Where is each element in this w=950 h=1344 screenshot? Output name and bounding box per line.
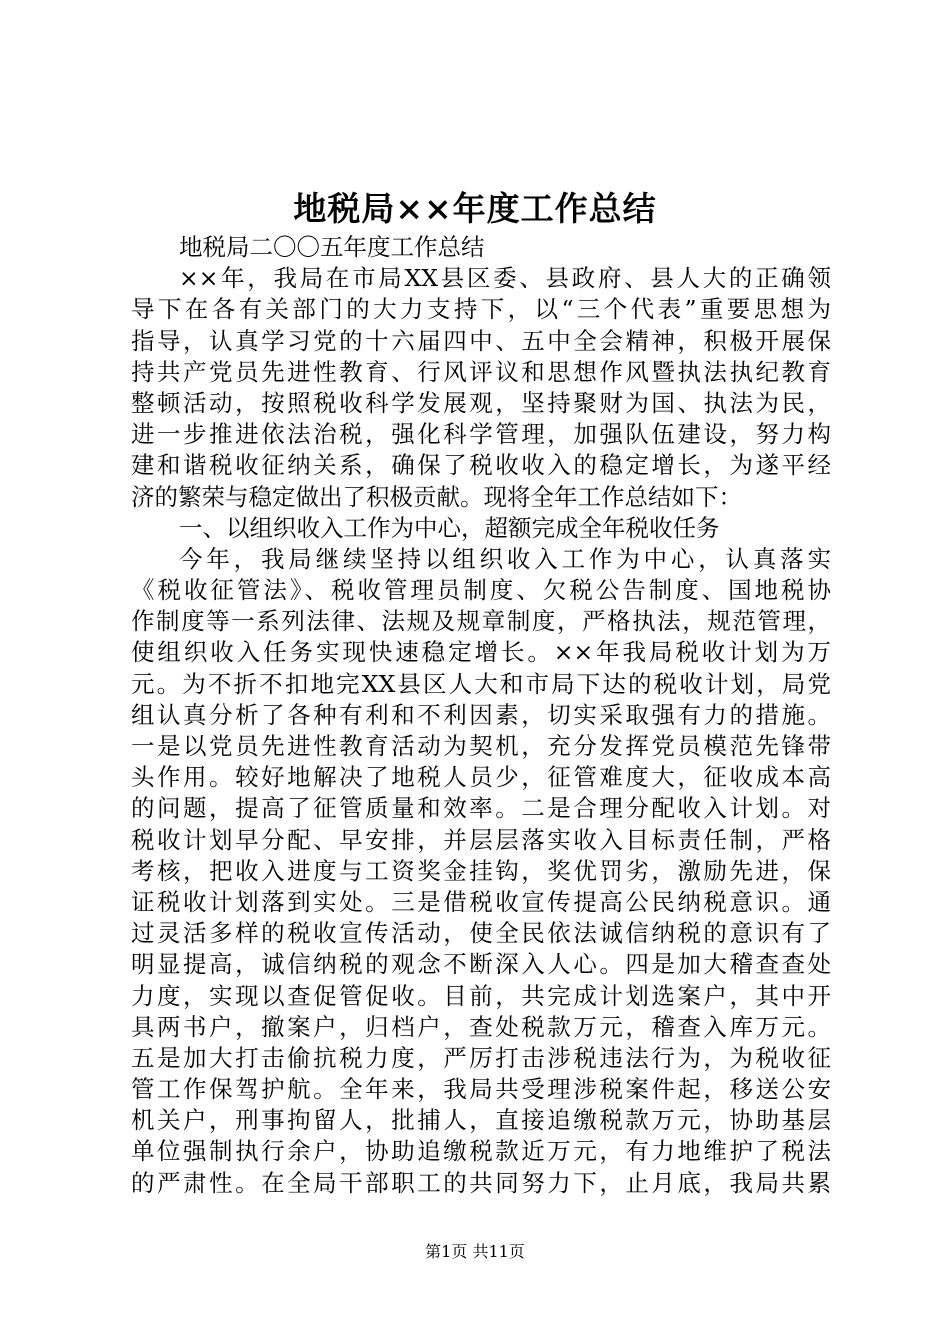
paragraph-line: 进一步推进依法治税，强化科学管理，加强队伍建设，努力构 — [131, 420, 831, 449]
paragraph-line: 头作用。较好地解决了地税人员少，征管难度大，征收成本高 — [131, 763, 831, 792]
paragraph-line: 管工作保驾护航。全年来，我局共受理涉税案件起，移送公安 — [131, 1075, 831, 1104]
paragraph-line: 一是以党员先进性教育活动为契机，充分发挥党员模范先锋带 — [131, 732, 831, 760]
paragraph-line: 建和谐税收征纳关系，确保了税收收入的稳定增长，为遂平经 — [131, 451, 831, 480]
paragraph-line: 五是加大打击偷抗税力度，严厉打击涉税违法行为，为税收征 — [131, 1043, 831, 1072]
paragraph-line: 证税收计划落到实处。三是借税收宣传提高公民纳税意识。通 — [131, 887, 831, 916]
paragraph-line: 组认真分析了各种有利和不利因素，切实采取强有力的措施。 — [131, 700, 831, 729]
paragraph-line: 力度，实现以查促管促收。目前，共完成计划选案户，其中开 — [131, 981, 831, 1010]
paragraph-line: 的严肃性。在全局干部职工的共同努力下，止月底，我局共累 — [131, 1168, 831, 1197]
paragraph-line: 明显提高，诚信纳税的观念不断深入人心。四是加大稽查查处 — [131, 950, 831, 979]
paragraph-line: 税收计划早分配、早安排，并层层落实收入目标责任制，严格 — [131, 825, 831, 854]
paragraph-line: 单位强制执行余户，协助追缴税款近万元，有力地维护了税法 — [131, 1137, 831, 1166]
document-title: 地税局××年度工作总结 — [293, 189, 657, 228]
paragraph-line: 指导，认真学习党的十六届四中、五中全会精神，积极开展保 — [131, 326, 831, 355]
paragraph-line: 使组织收入任务实现快速稳定增长。××年我局税收计划为万 — [131, 638, 831, 667]
paragraph-line: 具两书户，撤案户，归档户，查处税款万元，稽查入库万元。 — [131, 1012, 831, 1041]
paragraph-line: 考核，把收入进度与工资奖金挂钩，奖优罚劣，激励先进，保 — [131, 856, 831, 885]
paragraph-line: 济的繁荣与稳定做出了积极贡献。现将全年工作总结如下： — [131, 482, 742, 511]
paragraph-line: 的问题，提高了征管质量和效率。二是合理分配收入计划。对 — [131, 794, 831, 823]
section-heading: 一、以组织收入工作为中心，超额完成全年税收任务 — [179, 513, 720, 542]
paragraph-line: 导下在各有关部门的大力支持下，以“三个代表”重要思想为 — [131, 295, 831, 324]
paragraph-line: 持共产党员先进性教育、行风评议和思想作风暨执法执纪教育 — [131, 357, 831, 386]
paragraph-line: ××年，我局在市局XX县区委、县政府、县人大的正确领 — [179, 264, 831, 293]
paragraph-line: 元。为不折不扣地完XX县区人大和市局下达的税收计划，局党 — [131, 669, 831, 698]
paragraph-line: 过灵活多样的税收宣传活动，使全民依法诚信纳税的意识有了 — [131, 919, 831, 948]
document-body — [131, 232, 831, 1199]
subtitle-line: 地税局二〇〇五年度工作总结 — [179, 233, 485, 261]
paragraph-line: 今年，我局继续坚持以组织收入工作为中心，认真落实 — [179, 544, 831, 573]
paragraph-line: 《税收征管法》、税收管理员制度、欠税公告制度、国地税协 — [131, 576, 831, 605]
paragraph-line: 整顿活动，按照税收科学发展观，坚持聚财为国、执法为民， — [131, 388, 831, 417]
paragraph-line: 机关户，刑事拘留人，批捕人，直接追缴税款万元，协助基层 — [131, 1106, 831, 1135]
paragraph-line: 作制度等一系列法律、法规及规章制度，严格执法，规范管理， — [131, 607, 831, 636]
page-number-footer: 第1页 共11页 — [425, 1242, 525, 1261]
